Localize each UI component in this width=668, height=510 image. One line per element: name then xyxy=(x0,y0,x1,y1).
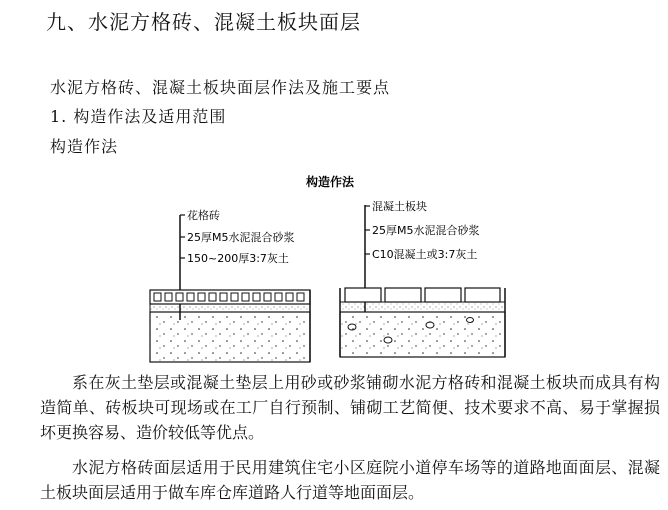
figure-caption: 构造作法 xyxy=(305,175,355,189)
left-label-3: 150~200厚3:7灰土 xyxy=(187,252,289,265)
page-title: 九、水泥方格砖、混凝土板块面层 xyxy=(46,10,361,34)
left-section-diagram xyxy=(150,208,310,362)
subheading: 水泥方格砖、混凝土板块面层作法及施工要点 xyxy=(50,78,391,97)
construction-figure xyxy=(140,170,520,370)
left-label-2: 25厚M5水泥混合砂浆 xyxy=(187,231,295,244)
right-label-2: 25厚M5水泥混合砂浆 xyxy=(372,224,480,237)
right-label-3: C10混凝土或3:7灰土 xyxy=(372,248,478,261)
subsection-heading: 构造作法 xyxy=(50,137,119,156)
right-label-1: 混凝土板块 xyxy=(372,200,427,213)
right-section-diagram xyxy=(340,199,505,357)
left-label-1: 花格砖 xyxy=(187,209,220,222)
paragraph-1: 系在灰土垫层或混凝土垫层上用砂或砂浆铺砌水泥方格砖和混凝土板块而成具有构造简单、砖板块可现场或在工厂自行预制、铺砌工艺简便、技术要求不高、易于掌握损坏更换容易、造价较低等优点。 xyxy=(40,373,660,442)
section-heading: 1. 构造作法及适用范围 xyxy=(50,107,227,126)
paragraph-2: 水泥方格砖面层适用于民用建筑住宅小区庭院小道停车场等的道路地面面层、混凝土板块面层适用于做车库仓库道路人行道等地面面层。 xyxy=(40,458,660,502)
